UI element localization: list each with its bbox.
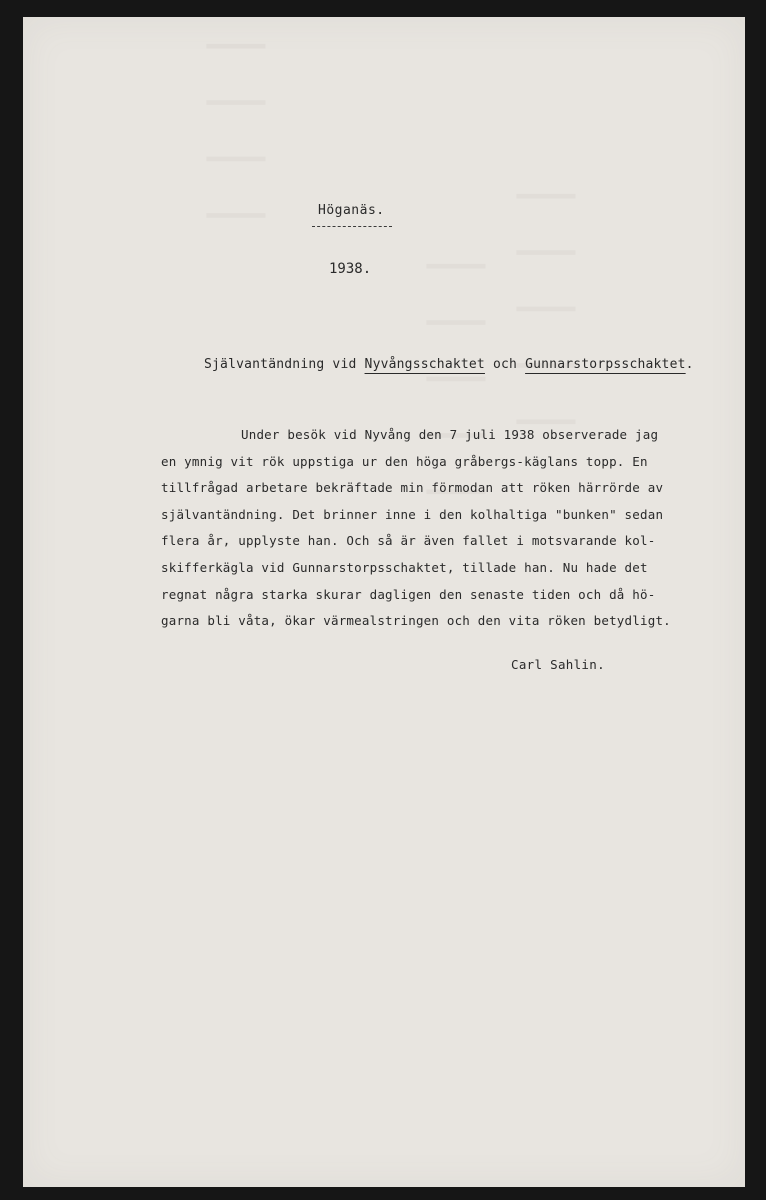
place-title: Höganäs. xyxy=(318,203,385,218)
document-year: 1938. xyxy=(329,261,372,277)
body-line: regnat några starka skurar dagligen den senaste tiden och då hö- xyxy=(161,586,656,602)
bleed-through-text xyxy=(508,177,583,459)
document-page xyxy=(23,17,745,1187)
body-line: tillfrågad arbetare bekräftade min förmodan att röken härrörde av xyxy=(161,480,664,496)
body-line: garna bli våta, ökar värmealstringen och den vita röken betydligt. xyxy=(161,613,671,629)
body-line: en ymnig vit rök uppstiga ur den höga gråbergs-käglans topp. En xyxy=(161,453,648,469)
subject-middle: och xyxy=(484,357,526,372)
body-paragraph xyxy=(161,422,721,635)
subject-line xyxy=(204,357,694,372)
signature: Carl Sahlin. xyxy=(511,657,605,672)
subject-shaft-gunnarstorp: Gunnarstorpsschaktet xyxy=(525,357,686,372)
bleed-through-text xyxy=(198,27,273,253)
subject-shaft-nyvang: Nyvångsschaktet xyxy=(364,357,485,372)
subject-prefix: Självantändning vid xyxy=(204,357,365,372)
body-line: skifferkägla vid Gunnarstorpsschaktet, tillade han. Nu hade det xyxy=(161,559,648,575)
body-line: självantändning. Det brinner inne i den kolhaltiga "bunken" sedan xyxy=(161,506,664,522)
subject-suffix: . xyxy=(685,357,694,372)
title-underline xyxy=(312,226,392,227)
body-line: Under besök vid Nyvång den 7 juli 1938 observerade jag xyxy=(241,427,659,442)
body-line: flera år, upplyste han. Och så är även fallet i motsvarande kol- xyxy=(161,533,656,549)
